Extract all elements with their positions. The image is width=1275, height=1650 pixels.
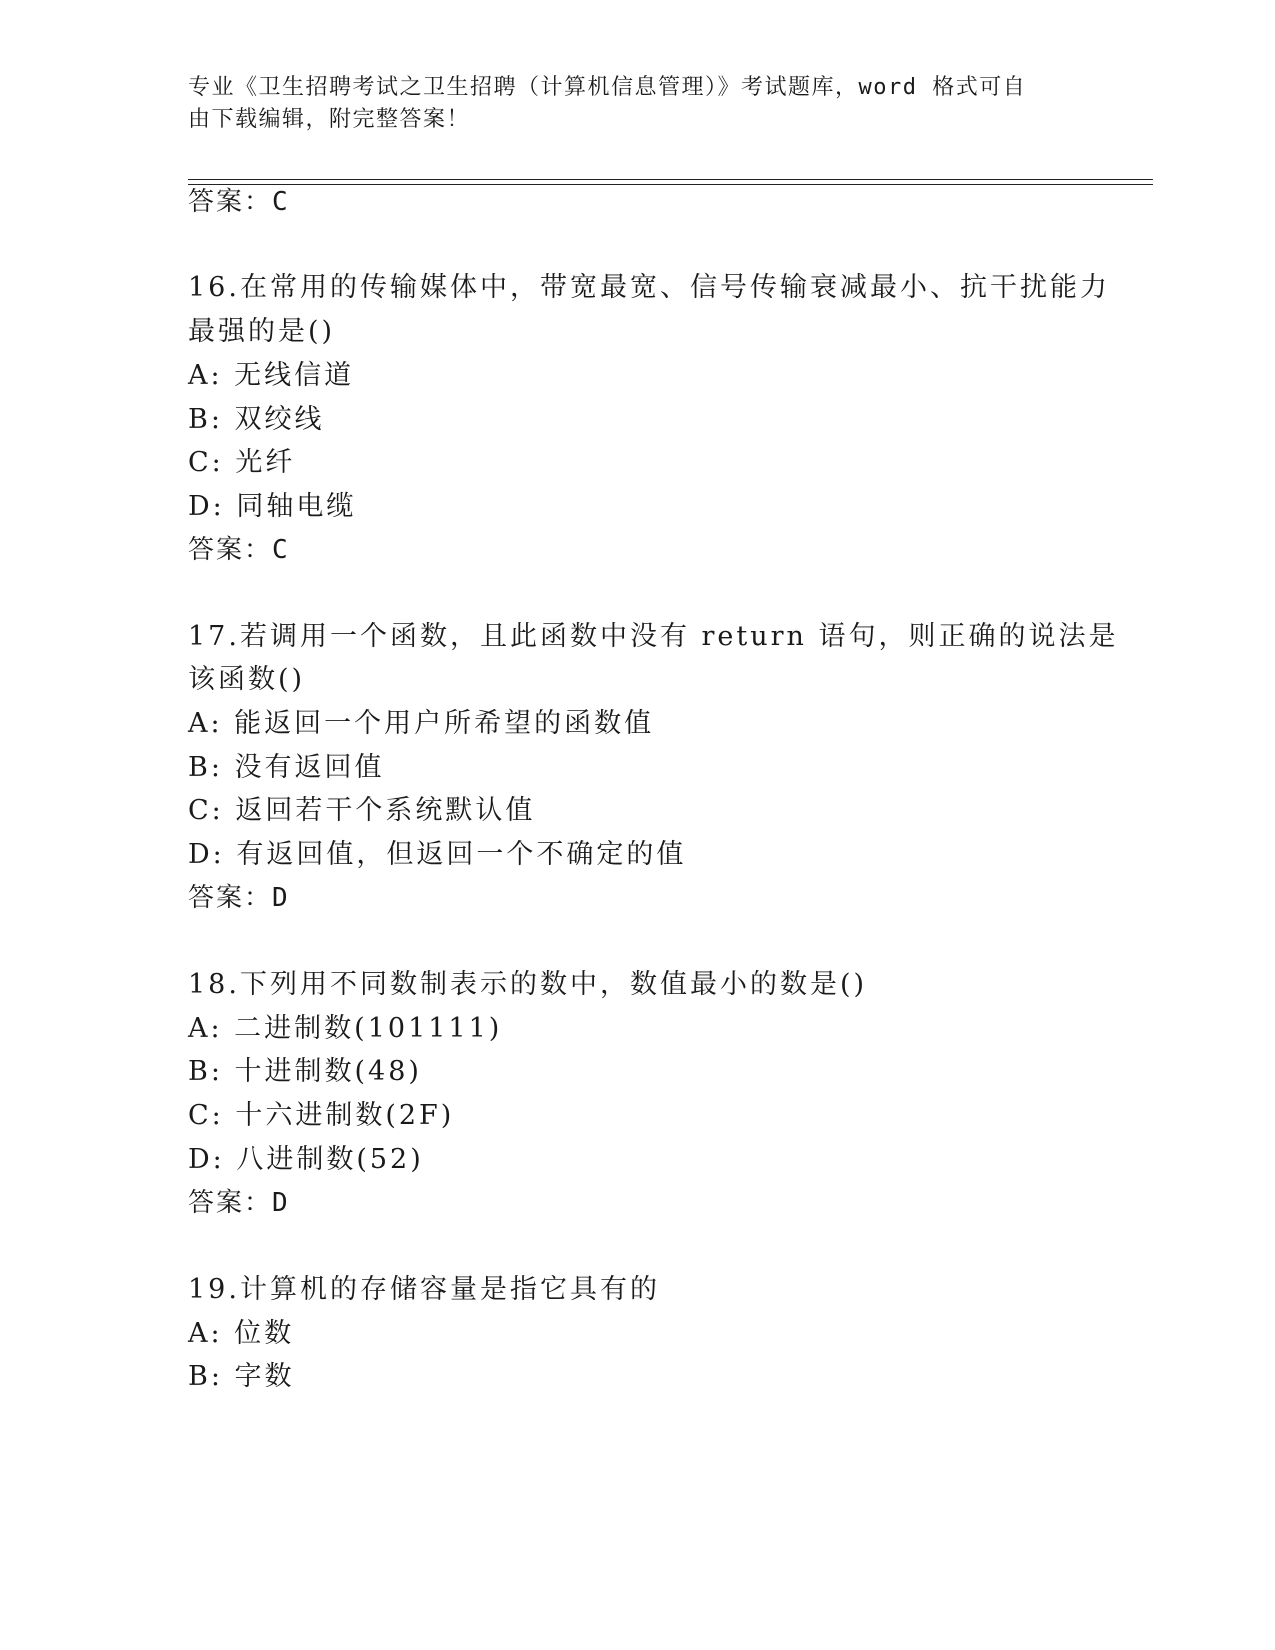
option-a: A: 二进制数(101111) [188, 1013, 503, 1044]
option-b: B: 双绞线 [188, 404, 325, 435]
answer-line [188, 184, 290, 220]
option-d: D: 八进制数(52) [188, 1144, 424, 1175]
answer-value: D [272, 883, 290, 913]
option-d: D: 有返回值，但返回一个不确定的值 [188, 839, 687, 870]
header-divider-top [188, 179, 1153, 180]
option-d: D: 同轴电缆 [188, 491, 357, 522]
answer-label: 答案： [188, 883, 273, 913]
answer-value: C [272, 535, 290, 565]
question-stem: 16.在常用的传输媒体中，带宽最宽、信号传输衰减最小、抗干扰能力 [188, 272, 1110, 303]
option-a: A: 位数 [188, 1318, 295, 1349]
header-line-1: 专业《卫生招聘考试之卫生招聘（计算机信息管理）》考试题库，word 格式可自 [188, 75, 1027, 100]
option-a: A: 无线信道 [188, 360, 355, 391]
option-c: C: 返回若干个系统默认值 [188, 795, 536, 826]
answer-label: 答案： [188, 1188, 273, 1218]
answer-label: 答案： [188, 535, 273, 565]
document-header [188, 72, 1068, 136]
question-stem-continued: 最强的是() [188, 316, 336, 347]
header-line-2: 由下载编辑，附完整答案！ [188, 107, 471, 132]
question-stem: 19.计算机的存储容量是指它具有的 [188, 1274, 660, 1305]
answer-label: 答案： [188, 187, 273, 217]
answer-line [188, 532, 290, 568]
option-b: B: 十进制数(48) [188, 1056, 422, 1087]
option-b: B: 没有返回值 [188, 752, 385, 783]
answer-value: D [272, 1188, 290, 1218]
option-c: C: 十六进制数(2F) [188, 1100, 455, 1131]
answer-value: C [272, 187, 290, 217]
option-c: C: 光纤 [188, 447, 296, 478]
answer-line [188, 880, 290, 916]
question-stem-continued: 该函数() [188, 664, 306, 695]
option-a: A: 能返回一个用户所希望的函数值 [188, 708, 655, 739]
header-divider-bottom [188, 184, 1153, 185]
option-b: B: 字数 [188, 1361, 295, 1392]
answer-line [188, 1185, 290, 1221]
question-stem: 18.下列用不同数制表示的数中，数值最小的数是() [188, 969, 868, 1000]
question-stem: 17.若调用一个函数，且此函数中没有 return 语句，则正确的说法是 [188, 621, 1119, 652]
